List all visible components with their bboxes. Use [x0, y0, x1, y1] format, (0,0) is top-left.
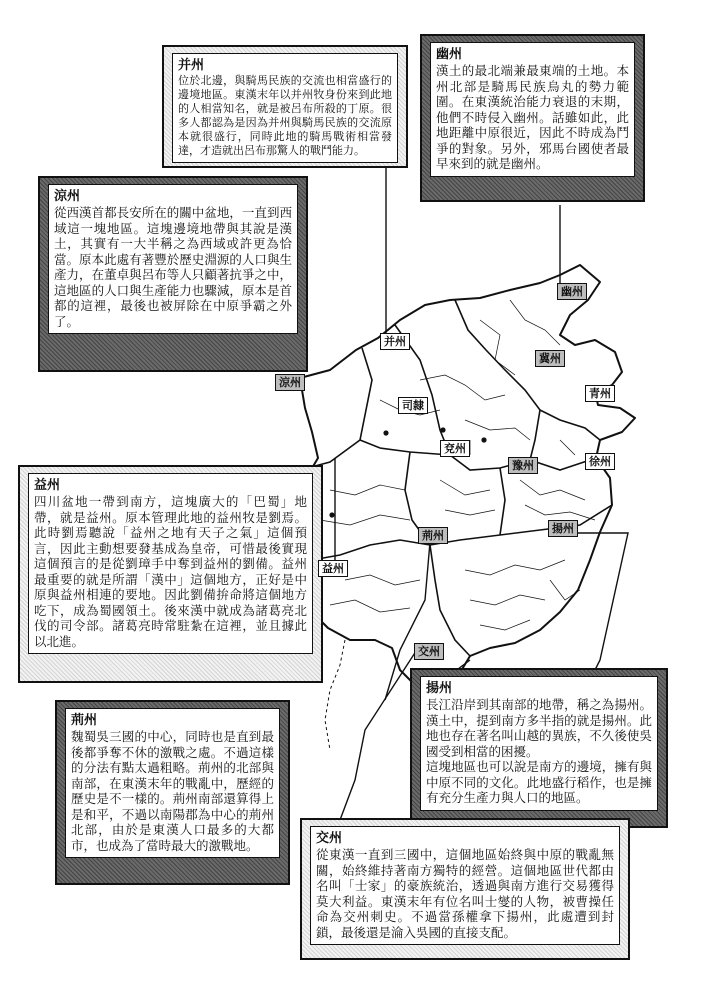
map-label-yizhou: 益州	[318, 560, 348, 577]
map-label-yuzhou: 豫州	[508, 457, 538, 474]
region-body-jingzhou: 魏蜀吳三國的中心，同時也是直到最後都爭奪不休的激戰之處。不過這樣的分法有點太過粗略。荊州的北部與南部，在東漢末年的戰亂中，歷經的歷史是不一樣的。荊州南部還算得上是和平，不過以南陽郡為中心的荊州北部，由於是東漢人口最多的大都市，也成為了當時最大的激戰地。	[71, 729, 274, 853]
region-title-bingzhou: 并州	[178, 58, 205, 73]
region-note-jiaozhou	[300, 818, 630, 960]
region-note-liangzhou	[38, 176, 308, 372]
map-outline	[296, 265, 635, 692]
region-title-liangzhou: 涼州	[54, 189, 81, 204]
map-label-bingzhou: 并州	[380, 333, 410, 350]
region-body-youzhou: 漢土的最北端兼最東端的土地。本州北部是騎馬民族烏丸的勢力範圍。在東漢統治能力衰退的末期，他們不時侵入幽州。話雖如此，此地距離中原很近，因此不時成為鬥爭的對象。另外，邪馬台國使者最早來到的就是幽州。	[436, 63, 629, 171]
region-body-yangzhou-1: 長江沿岸到其南部的地帶，稱之為揚州。漢土中，提到南方多半指的就是揚州。此地也存在著名叫山越的異族，不久後使吳國受到相當的困擾。	[426, 697, 652, 759]
region-body-bingzhou: 位於北邊，與騎馬民族的交流也相當盛行的邊境地區。東漢末年以并州牧身份來到此地的人相當知名，就是被呂布所殺的丁原。很多人都認為是因為并州與騎馬民族的交流原本就很盛行，同時此地的騎馬戰術相當發達，才造就出呂布那驚人的戰鬥能力。	[178, 74, 392, 157]
region-body-yizhou: 四川盆地一帶到南方，這塊廣大的「巴蜀」地帶，就是益州。原本管理此地的益州牧是劉焉。此時劉焉聽說「益州之地有天子之氣」這個預言，因此主動想要發基成為皇帝，可惜最後實現這個預言的是從劉璋手中奪到益州的劉備。益州最重要的就是所謂「漢中」這個地方，正好是中原與益州相連的要地。因此劉備拚命將這個地方吃下，成為蜀國領土。後來漢中就成為諸葛亮北伐的司令部。諸葛亮時常駐紮在這裡，並且據此以北進。	[34, 494, 307, 649]
region-title-jiaozhou: 交州	[316, 831, 343, 846]
map-label-sili: 司隸	[398, 397, 428, 414]
region-note-yangzhou	[410, 668, 668, 828]
dashed-border	[325, 640, 345, 750]
map-label-youzhou: 幽州	[557, 283, 587, 300]
region-note-bingzhou	[162, 45, 408, 168]
map-label-yanzhou: 兗州	[440, 440, 470, 457]
region-title-jingzhou: 荊州	[71, 713, 98, 728]
region-body-yangzhou-2: 這塊地區也可以說是南方的邊境，擁有與中原不同的文化。此地盛行稻作，也是擁有充分生產力與人口的地區。	[426, 759, 652, 805]
map-label-jizhou: 冀州	[535, 350, 565, 367]
region-title-yizhou: 益州	[34, 478, 61, 493]
map-label-jiaozhou: 交州	[414, 643, 444, 660]
map-label-jingzhou: 荊州	[418, 527, 448, 544]
map-label-yangzhou: 揚州	[548, 520, 578, 537]
region-note-yizhou	[18, 465, 323, 683]
region-body-liangzhou: 從西漢首都長安所在的關中盆地，一直到西域這一塊地區。這塊邊境地帶與其說是漢土，其實有一大半稱之為西域或許更為恰當。原本此處有著豐於歷史淵源的人口與生產力，在董卓與呂布等人只顧著抗爭之中，這地區的人口與生產能力也驟減，原本是首都的這裡，最後也被屏除在中原爭霸之外了。	[54, 205, 292, 329]
region-note-jingzhou	[55, 700, 290, 885]
region-title-yangzhou: 揚州	[426, 681, 453, 696]
map-label-xuzhou: 徐州	[585, 453, 615, 470]
map-label-qingzhou: 青州	[585, 385, 615, 402]
region-title-youzhou: 幽州	[436, 47, 463, 62]
region-body-jiaozhou: 從東漢一直到三國中，這個地區始終與中原的戰亂無關，始終維持著南方獨特的經營。這個地區世代都由名叫「士家」的豪族統治，透過與南方進行交易獲得莫大利益。東漢末年有位名叫士燮的人物，被曹操任命為交州刺史。不過當孫權拿下揚州，此處遭到封鎖，最後還是淪入吳國的直接支配。	[316, 847, 614, 940]
region-note-youzhou	[420, 34, 645, 202]
map-label-liangzhou: 涼州	[275, 374, 305, 391]
